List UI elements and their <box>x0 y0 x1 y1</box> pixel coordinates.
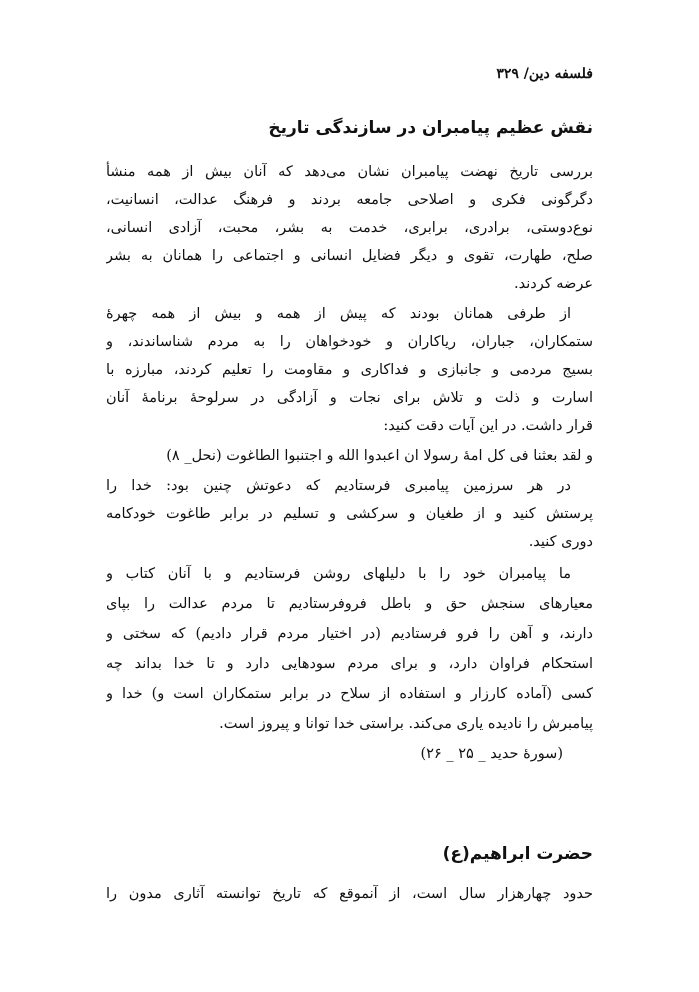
paragraph-line: دارند، و آهن را فرو فرستادیم (در اختیار مردم قرار دادیم) که سختی و <box>106 626 593 642</box>
surah-citation: (سورهٔ حدید _ ۲۵ _ ۲۶) <box>420 746 563 762</box>
paragraph-line: صلح، طهارت، تقوی و دیگر فضایل انسانی و اجتماعی را همانان به بشر <box>106 248 593 264</box>
section-heading-prophets: نقش عظیم پیامبران در سازندگی تاریخ <box>268 118 593 138</box>
paragraph-line: دگرگونی فکری و اصلاحی جامعه بردند و فرهنگ عدالت، انسانیت، <box>106 192 593 208</box>
paragraph-line: حدود چهارهزار سال است، از آنموقع که تاریخ توانسته آثاری مدون را <box>106 886 593 902</box>
paragraph-line: معیارهای سنجش حق و باطل فروفرستادیم تا مردم عدالت را بپای <box>106 596 593 612</box>
paragraph-line: عرضه کردند. <box>514 276 593 292</box>
paragraph-line: پیامبرش را نادیده یاری می‌کند. براستی خدا توانا و پیروز است. <box>219 716 593 732</box>
paragraph-line: نوع‌دوستی، برادری، برابری، خدمت به بشر، محبت، آزادی انسانی، <box>106 220 593 236</box>
quranic-quote: و لقد بعثنا فی کل امهٔ رسولا ان اعبدوا الله و اجتنبوا الطاغوت (نحل_ ۸) <box>166 448 593 464</box>
paragraph-line: استحکام فراوان دارد، و برای مردم سودهایی دارد و تا خدا بداند چه <box>106 656 593 672</box>
paragraph-line: پرستش کنید و از طغیان و سرکشی و تسلیم در برابر طاغوت خودکامه <box>106 506 593 522</box>
paragraph-line: ما پیامبران خود را با دلیلهای روشن فرستادیم و با آنان کتاب و <box>106 566 571 582</box>
paragraph-line: از طرفی همانان بودند که پیش از همه و بیش از همه چهرهٔ <box>106 306 571 322</box>
paragraph-line: کسی (آماده کارزار و استفاده از سلاح در برابر ستمکاران است و) خدا و <box>106 686 593 702</box>
running-head: فلسفه دین/ ۳۲۹ <box>496 66 593 82</box>
paragraph-line: بررسی تاریخ نهضت پیامبران نشان می‌دهد که آنان بیش از همه منشأ <box>106 164 593 180</box>
paragraph-line: در هر سرزمین پیامبری فرستادیم که دعوتش چنین بود: خدا را <box>106 478 571 494</box>
paragraph-line: دوری کنید. <box>528 534 593 550</box>
paragraph-line: بسیج مردمی و جانبازی و فداکاری و مقاومت را تعلیم کردند، مبارزه با <box>106 362 593 378</box>
paragraph-line: قرار داشت. در این آیات دقت کنید: <box>383 418 593 434</box>
paragraph-line: اسارت و ذلت و تلاش برای نجات و آزادگی در سرلوحهٔ برنامهٔ آنان <box>106 390 593 406</box>
paragraph-line: ستمکاران، جباران، ریاکاران و خودخواهان را به مردم شناساندند، و <box>106 334 593 350</box>
section-heading-ibrahim: حضرت ابراهیم(ع) <box>442 844 593 864</box>
